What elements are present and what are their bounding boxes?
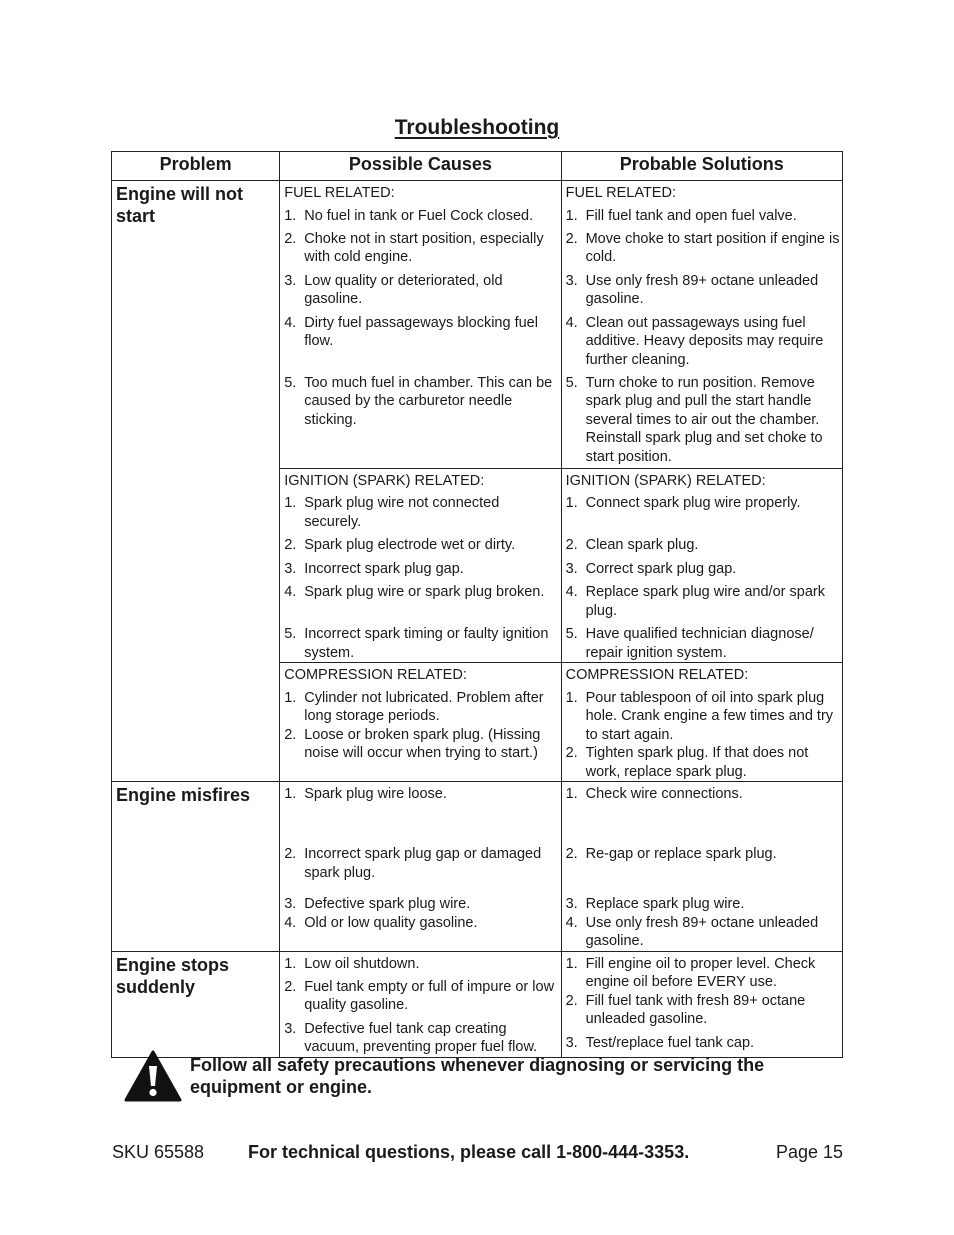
cause-text: Spark plug wire loose. bbox=[304, 786, 447, 802]
cause-item bbox=[284, 955, 560, 978]
solution-text: Move choke to start position if engine is cold. bbox=[585, 230, 840, 265]
solution-text: Fill fuel tank with fresh 89+ octane unleaded gasoline. bbox=[585, 992, 806, 1027]
item-number: 2. bbox=[284, 726, 297, 743]
solution-section-heading: COMPRESSION RELATED: bbox=[565, 667, 749, 683]
cause-item bbox=[284, 895, 560, 914]
cause-text: Spark plug wire or spark plug broken. bbox=[304, 584, 545, 600]
table-row bbox=[112, 181, 843, 469]
solution-item bbox=[566, 494, 842, 536]
solution-item bbox=[566, 625, 842, 662]
solution-text: Turn choke to run position. Remove spark plug and pull the start handle several times to air out the chamber. Reinstall spark plug and set choke to start position. bbox=[585, 374, 823, 465]
solution-item bbox=[566, 914, 842, 951]
item-number: 3. bbox=[284, 1020, 297, 1037]
cause-item bbox=[284, 314, 560, 374]
item-number: 2. bbox=[565, 745, 578, 761]
problem-cell: Engine misfires bbox=[112, 782, 280, 952]
solution-section-heading: FUEL RELATED: bbox=[565, 185, 676, 201]
item-number: 5. bbox=[284, 374, 297, 391]
cause-text: Defective fuel tank cap creating vacuum, preventing proper fuel flow. bbox=[304, 1020, 538, 1055]
item-number: 2. bbox=[284, 978, 297, 995]
solution-item bbox=[566, 992, 842, 1034]
cause-item bbox=[284, 978, 560, 1020]
cause-cell bbox=[280, 782, 561, 952]
footer-technical-questions: For technical questions, please call 1-800-444-3353. bbox=[248, 1142, 690, 1162]
table-row bbox=[112, 782, 843, 952]
solution-item bbox=[566, 583, 842, 625]
item-number: 1. bbox=[284, 495, 297, 511]
page-title bbox=[0, 116, 954, 140]
cause-text: Too much fuel in chamber. This can be caused by the carburetor needle sticking. bbox=[304, 374, 553, 428]
solution-cell bbox=[561, 663, 842, 782]
solution-text: Fill engine oil to proper level. Check engine oil before EVERY use. bbox=[585, 955, 816, 990]
solution-item bbox=[566, 955, 842, 992]
solution-text: Clean spark plug. bbox=[585, 537, 699, 553]
item-number: 1. bbox=[284, 786, 297, 802]
cause-text: Defective spark plug wire. bbox=[304, 896, 471, 912]
cause-text: Spark plug wire not connected securely. bbox=[304, 495, 500, 530]
cause-text: Cylinder not lubricated. Problem after long storage periods. bbox=[304, 689, 544, 724]
solution-text: Check wire connections. bbox=[585, 786, 743, 802]
header-probable-solutions: Probable Solutions bbox=[561, 152, 842, 181]
cause-item bbox=[284, 536, 560, 560]
cause-item bbox=[284, 494, 560, 536]
cause-text: Incorrect spark plug gap or damaged spark plug. bbox=[304, 846, 542, 881]
page-footer bbox=[112, 1142, 843, 1166]
solution-text: Pour tablespoon of oil into spark plug hole. Crank engine a few times and try to start again. bbox=[585, 689, 834, 743]
item-number: 4. bbox=[284, 914, 297, 931]
item-number: 3. bbox=[284, 561, 297, 577]
item-number: 4. bbox=[565, 314, 578, 331]
cause-item bbox=[284, 207, 560, 230]
cause-item bbox=[284, 785, 560, 845]
cause-text: Low oil shutdown. bbox=[304, 955, 420, 972]
solution-text: Clean out passageways using fuel additive. Heavy deposits may require further cleaning. bbox=[585, 314, 824, 368]
item-number: 5. bbox=[284, 626, 297, 642]
cause-item bbox=[284, 560, 560, 583]
item-number: 1. bbox=[565, 786, 578, 802]
cause-text: Incorrect spark plug gap. bbox=[304, 561, 464, 577]
item-number: 2. bbox=[565, 992, 578, 1009]
table-body bbox=[112, 181, 843, 1058]
item-number: 4. bbox=[284, 584, 297, 600]
solution-item bbox=[566, 845, 842, 895]
item-number: 5. bbox=[565, 374, 578, 391]
cause-item bbox=[284, 689, 560, 726]
item-number: 4. bbox=[565, 914, 578, 931]
cause-cell bbox=[280, 468, 561, 663]
cause-cell bbox=[280, 663, 561, 782]
solution-text: Connect spark plug wire properly. bbox=[585, 495, 801, 511]
item-number: 3. bbox=[565, 896, 578, 912]
solution-text: Correct spark plug gap. bbox=[585, 561, 737, 577]
item-number: 1. bbox=[565, 495, 578, 511]
solution-item bbox=[566, 744, 842, 781]
cause-section-heading: FUEL RELATED: bbox=[284, 185, 395, 201]
troubleshooting-table bbox=[111, 151, 843, 1058]
item-number: 4. bbox=[565, 584, 578, 600]
warning-triangle-icon bbox=[124, 1050, 182, 1102]
item-number: 4. bbox=[284, 314, 297, 331]
footer-page-number: Page 15 bbox=[775, 1142, 843, 1162]
solution-text: Replace spark plug wire. bbox=[585, 896, 745, 912]
solution-item bbox=[566, 560, 842, 583]
item-number: 3. bbox=[565, 561, 578, 577]
solution-item bbox=[566, 272, 842, 314]
solution-text: Fill fuel tank and open fuel valve. bbox=[585, 207, 797, 224]
item-number: 3. bbox=[565, 1034, 578, 1051]
solution-text: Tighten spark plug. If that does not work, replace spark plug. bbox=[585, 745, 809, 780]
footer-sku: SKU 65588 bbox=[112, 1142, 205, 1162]
warning-text: Follow all safety precautions whenever diagnosing or servicing the equipment or engine. bbox=[190, 1055, 765, 1097]
cause-cell bbox=[280, 181, 561, 469]
cause-item bbox=[284, 583, 560, 625]
solution-item bbox=[566, 536, 842, 560]
header-possible-causes: Possible Causes bbox=[280, 152, 561, 181]
cause-item bbox=[284, 845, 560, 895]
safety-warning bbox=[124, 1050, 844, 1104]
cause-item bbox=[284, 625, 560, 662]
solution-item bbox=[566, 895, 842, 914]
table-header-row bbox=[112, 152, 843, 181]
cause-text: Choke not in start position, especially with cold engine. bbox=[304, 230, 544, 265]
solution-text: Test/replace fuel tank cap. bbox=[585, 1034, 755, 1051]
cause-text: Low quality or deteriorated, old gasoline. bbox=[304, 272, 503, 307]
solution-text: Re-gap or replace spark plug. bbox=[585, 846, 777, 862]
cause-cell bbox=[280, 951, 561, 1057]
solution-item bbox=[566, 207, 842, 230]
item-number: 3. bbox=[284, 896, 297, 912]
cause-section-heading: IGNITION (SPARK) RELATED: bbox=[284, 472, 485, 489]
cause-item bbox=[284, 374, 560, 468]
page-title-text: Troubleshooting bbox=[394, 116, 560, 139]
solution-section-heading: IGNITION (SPARK) RELATED: bbox=[565, 472, 766, 489]
cause-text: Loose or broken spark plug. (Hissing noise will occur when trying to start.) bbox=[304, 726, 541, 761]
solution-cell bbox=[561, 782, 842, 952]
solution-item bbox=[566, 374, 842, 468]
solution-cell bbox=[561, 468, 842, 663]
solution-text: Replace spark plug wire and/or spark plug. bbox=[585, 584, 825, 619]
cause-item bbox=[284, 230, 560, 272]
cause-text: Fuel tank empty or full of impure or low quality gasoline. bbox=[304, 978, 555, 1013]
cause-text: Dirty fuel passageways blocking fuel flow. bbox=[304, 314, 538, 349]
item-number: 3. bbox=[284, 272, 297, 289]
cause-text: No fuel in tank or Fuel Cock closed. bbox=[304, 207, 534, 224]
cause-text: Incorrect spark timing or faulty ignition system. bbox=[304, 626, 549, 661]
item-number: 1. bbox=[565, 207, 578, 224]
cause-item bbox=[284, 272, 560, 314]
item-number: 3. bbox=[565, 272, 578, 289]
item-number: 2. bbox=[565, 230, 578, 247]
solution-item bbox=[566, 785, 842, 845]
solution-cell bbox=[561, 951, 842, 1057]
solution-cell bbox=[561, 181, 842, 469]
item-number: 2. bbox=[284, 537, 297, 553]
item-number: 1. bbox=[565, 689, 578, 706]
item-number: 1. bbox=[284, 955, 297, 972]
item-number: 1. bbox=[284, 689, 297, 706]
item-number: 2. bbox=[565, 537, 578, 553]
solution-item bbox=[566, 230, 842, 272]
problem-cell: Engine stops suddenly bbox=[112, 951, 280, 1057]
cause-section-heading: COMPRESSION RELATED: bbox=[284, 667, 467, 683]
cause-item bbox=[284, 914, 560, 933]
solution-item bbox=[566, 314, 842, 374]
item-number: 2. bbox=[565, 846, 578, 862]
item-number: 1. bbox=[284, 207, 297, 224]
item-number: 5. bbox=[565, 626, 578, 642]
item-number: 2. bbox=[284, 846, 297, 862]
item-number: 2. bbox=[284, 230, 297, 247]
cause-text: Old or low quality gasoline. bbox=[304, 914, 478, 931]
item-number: 1. bbox=[565, 955, 578, 972]
problem-cell: Engine will not start bbox=[112, 181, 280, 782]
header-problem: Problem bbox=[112, 152, 280, 181]
solution-text: Use only fresh 89+ octane unleaded gasoline. bbox=[585, 914, 819, 949]
solution-text: Have qualified technician diagnose/ repair ignition system. bbox=[585, 626, 814, 661]
solution-item bbox=[566, 689, 842, 745]
cause-text: Spark plug electrode wet or dirty. bbox=[304, 537, 516, 553]
table-row bbox=[112, 951, 843, 1057]
solution-text: Use only fresh 89+ octane unleaded gasoline. bbox=[585, 272, 819, 307]
cause-item bbox=[284, 726, 560, 763]
